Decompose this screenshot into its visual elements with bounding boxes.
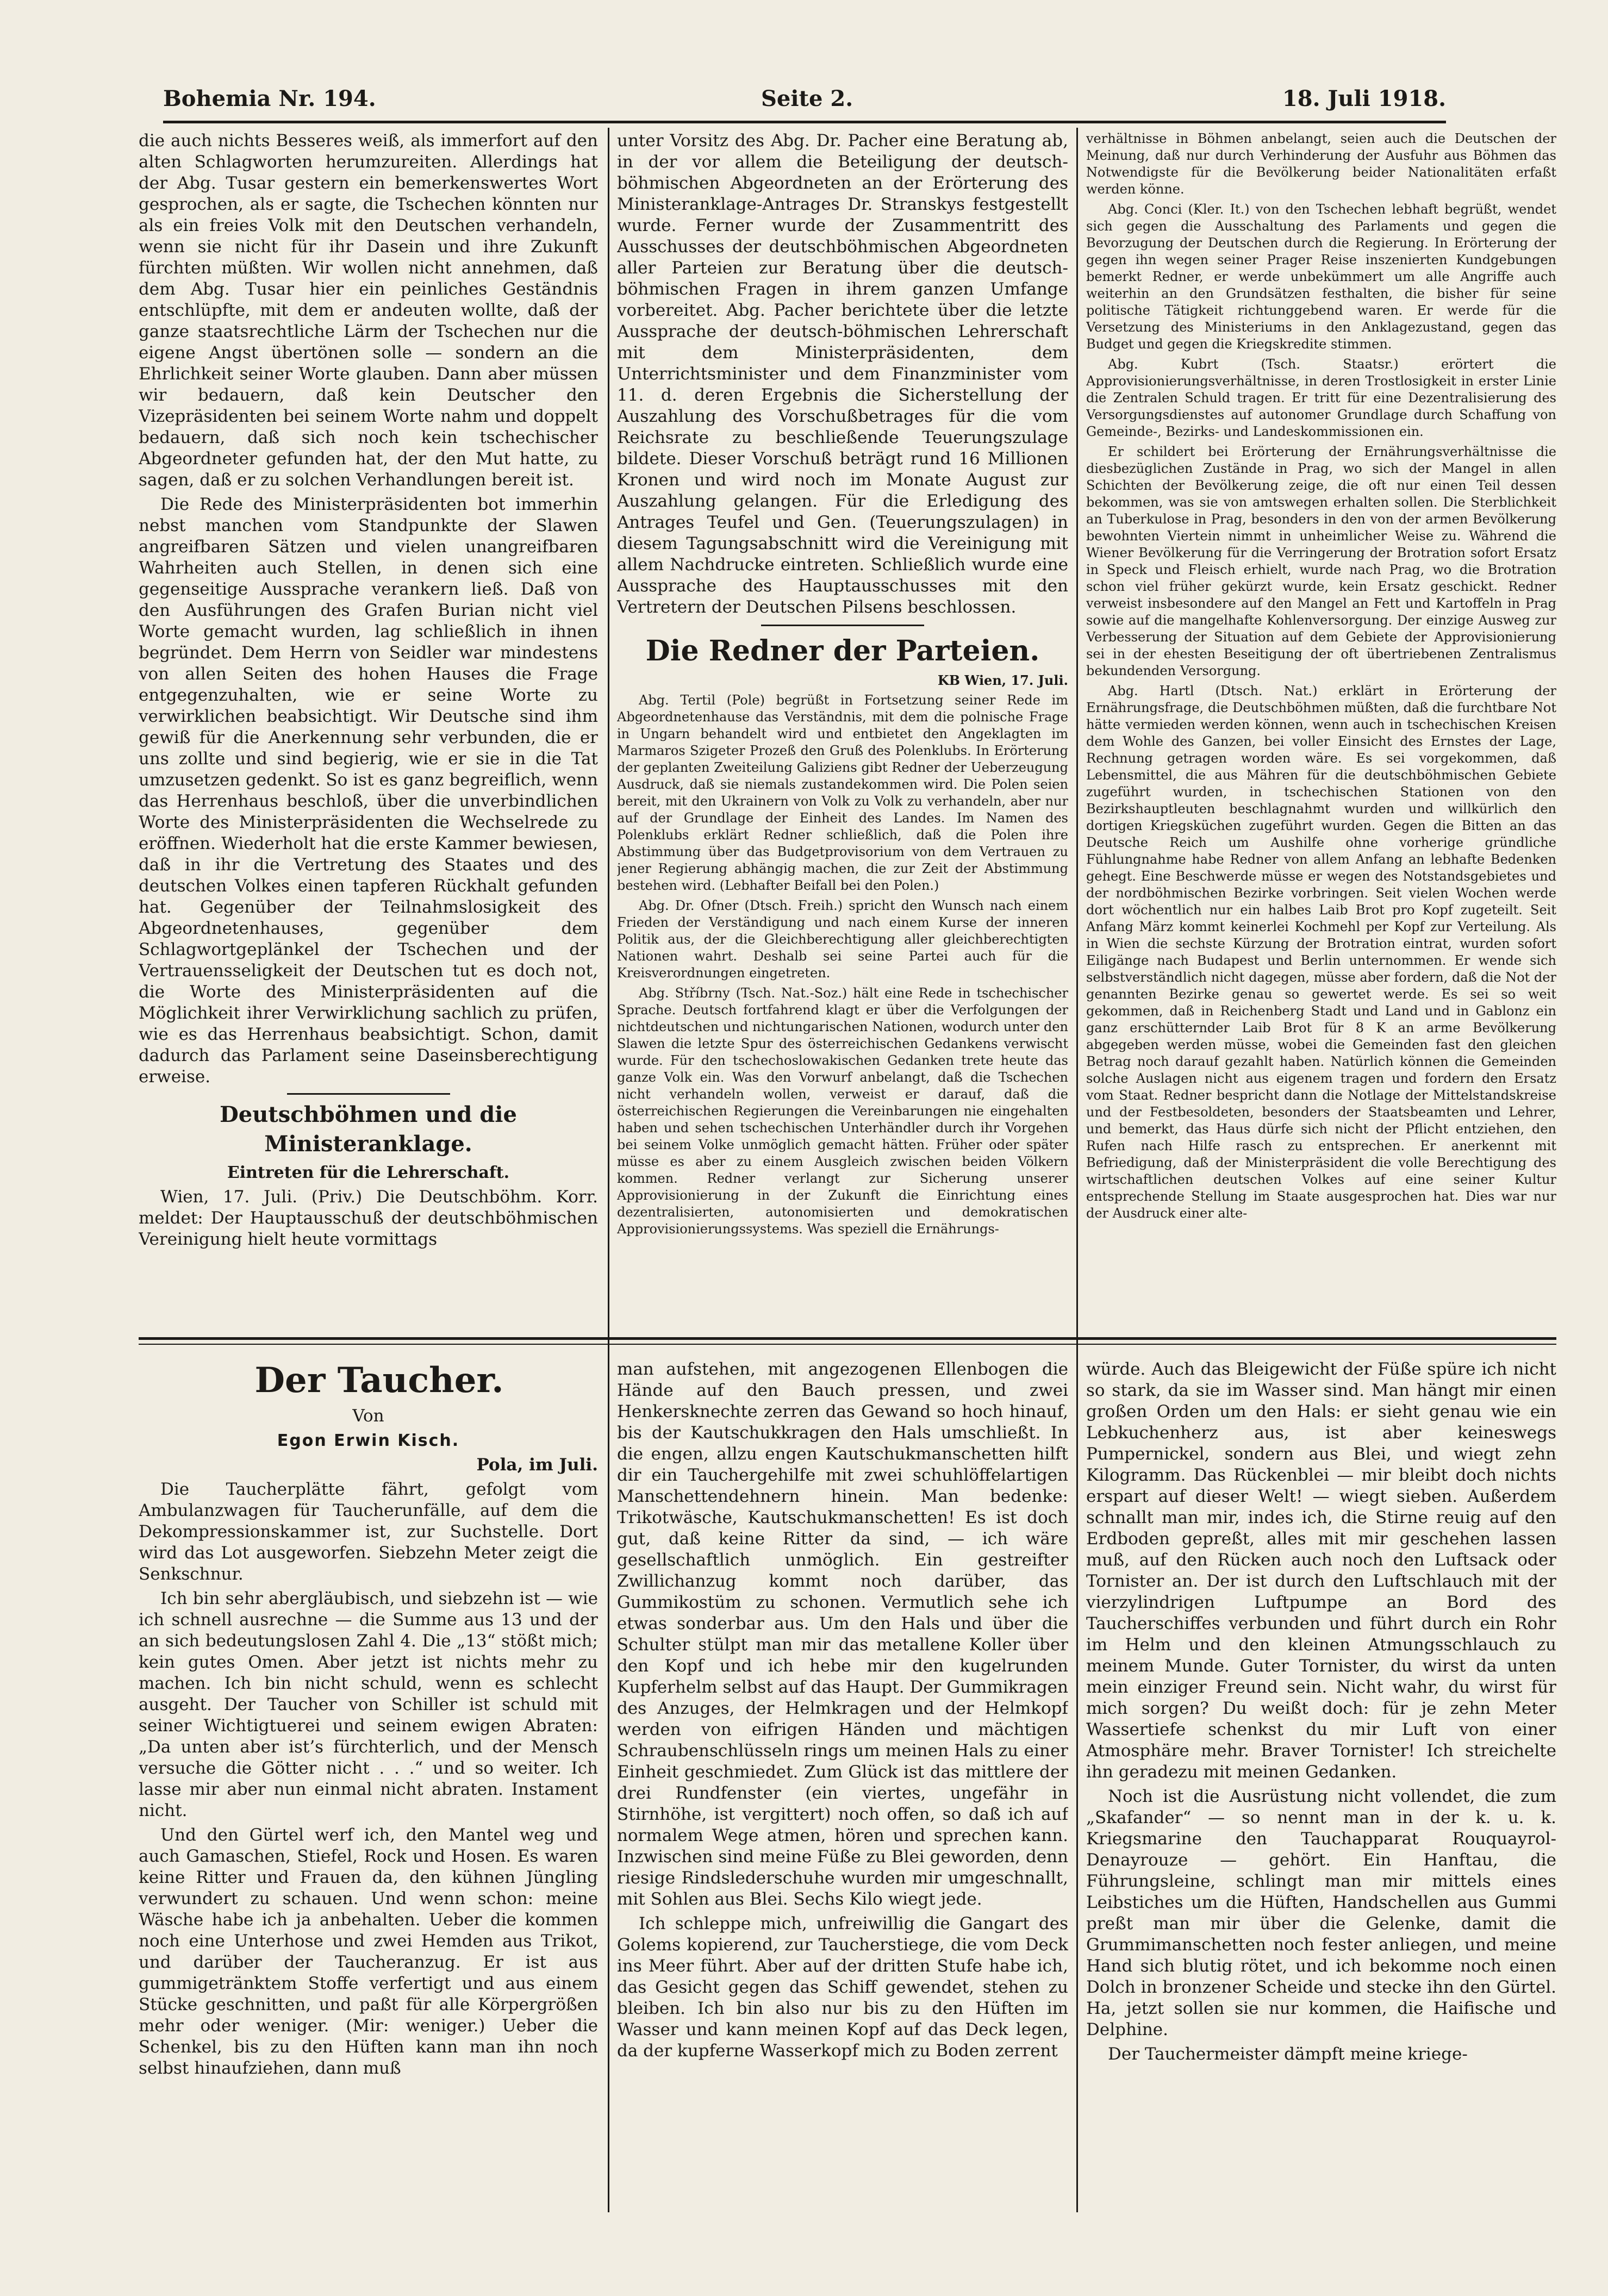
col3-paragraph-kubrt: Abg. Kubrt (Tsch. Staatsr.) erörtert die Approvisionierungsverhältnisse, in deren Trostlosigkeit in erster Linie die Zentralen Schuld tragen. Er tritt für eine Dezentralisierung des Versorgungsdienstes auf autonomer Grundlage durch Schaffung von Gemeinde-, Bezirks- und Landeskommissionen ein. bbox=[1086, 357, 1556, 439]
taucher-col3-paragraph-3: Der Tauchermeister dämpft meine kriege- bbox=[1108, 2044, 1468, 2064]
col1-paragraph-2: Die Rede des Ministerpräsidenten bot immerhin nebst manchen vom Standpunkte der Slawen angreifbaren Sätzen und vielen unangreifbaren Wahrheiten auch Stellen, in denen sich eine gegenseitige Aussprache verankern ließ. Daß von den Ausführungen des Grafen Burian nicht viel Worte gemacht wurden, lag schließlich in ihnen begründet. Dem Herrn von Seidler war mindestens von allen Seiten des hohen Hauses die Frage entgegenzuhalten, wie er seine Worte zu verwirklichen beabsichtigt. Wir Deutsche sind ihm gewiß für die Anerkennung sehr verbunden, die er uns zollte und sind begierig, wie er sie in die Tat umzusetzen gedenkt. So ist es ganz begreiflich, wenn das Herrenhaus beschloß, über die unverbindlichen Worte des Ministerpräsidenten die Wechselrede zu eröffnen. Wiederholt hat die erste Kammer bewiesen, daß in ihr die Vertretung des Staates und des deutschen Volkes einen tapferen Rückhalt gefunden hat. Gegenüber der Teilnahmslosigkeit des Abgeordnetenhauses, gegenüber dem Schlagwortgeplänkel der Tschechen und der Vertrauensseligkeit der Deutschen tut es doch not, die Worte des Ministerpräsidenten auf die Möglichkeit ihrer Verwirklichung sachlich zu prüfen, wie es das Herrenhaus beabsichtigt. Schon, damit dadurch das Parlament seine Daseinsberechtigung erweise. bbox=[139, 495, 598, 1087]
col2-paragraph-tertil: Abg. Tertil (Pole) begrüßt in Fortsetzung seiner Rede im Abgeordnetenhause das Verständnis, mit dem die polnische Frage in Ungarn behandelt wird und entbietet den Angeklagten im Marmaros Szigeter Prozeß den Gruß des Polenklubs. In Erörterung der geplanten Zweiteilung Galiziens gibt Redner der Ueberzeugung Ausdruck, daß sie niemals zustandekommen wird. Die Polen seien bereit, mit den Ukrainern von Volk zu Volk zu verhandeln, aber nur auf der Grundlage der Einheit des Landes. Im Namen des Polenklubs erklärt Redner schließlich, daß die Polen ihre Abstimmung über das Budgetprovisorium von dem Vertrauen zu jener Regierung abhängig machen, die zur Zeit der Abstimmung bestehen wird. (Lebhafter Beifall bei den Polen.) bbox=[617, 692, 1068, 893]
col2-paragraph-1: unter Vorsitz des Abg. Dr. Pacher eine Beratung ab, in der vor allem die Beteiligung der deutsch-böhmischen Abgeordneten an der Erörterung des Ministeranklage-Antrages Dr. Stranskys festgestellt wurde. Ferner wurde der Zusammentritt des Ausschusses der deutschböhmischen Abgeordneten aller Parteien zur Beratung über die deutsch-böhmischen Fragen in ihrem ganzen Umfange vorbereitet. Abg. Pacher berichtete über die letzte Aussprache der deutsch-böhmischen Lehrerschaft mit dem Ministerpräsidenten, dem Unterrichtsminister und dem Finanzminister vom 11. d. deren Ergebnis die Sicherstellung der Auszahlung des Vorschußbetrages für die vom Reichsrate zu beschließende Teuerungszulage bildete. Dieser Vorschuß beträgt rund 16 Millionen Kronen und wird noch im Monate August zur Auszahlung gelangen. Für die Erledigung des Antrages Teufel und Gen. (Teuerungszulagen) in diesem Tagungsabschnitt wird die Vereinigung mit allem Nachdrucke eintreten. Schließlich wurde eine Aussprache des Hauptausschusses mit den Vertretern der Deutschen Pilsens beschlossen. bbox=[617, 131, 1068, 617]
col2-paragraph-stribrny: Abg. Stříbrny (Tsch. Nat.-Soz.) hält eine Rede in tschechischer Sprache. Deutsch fortfahrend klagt er über die Verfolgungen der nichtdeutschen und nichtungarischen Nationen, wodurch unter den Slawen die letzte Spur des österreichischen Gedankens verwischt wurde. Für den tschechoslowakischen Gedanken trete heute das ganze Volk ein. Was den Vorwurf anbelangt, daß die Tschechen nicht verhandeln wollen, verweist er darauf, daß die österreichischen Regierungen die Vereinbarungen nie eingehalten haben und sehen tschechischen Unterhändler durch ihr Vorgehen bei seinem Volke unmöglich gemacht hätten. Früher oder später müsse es aber zu einem Ausgleich zwischen beiden Völkern kommen. Redner verlangt zur Sicherung unserer Approvisionierung in der Zukunft die Einrichtung eines dezentralisierten, autonomisierten und demokratischen Approvisionierungssystems. Was speziell die Ernährungs- bbox=[617, 985, 1068, 1237]
column-divider-2 bbox=[1076, 128, 1078, 1351]
col1-paragraph-3: Wien, 17. Juli. (Priv.) Die Deutschböhm. Korr. meldet: Der Hauptausschuß der deutschböhmischen Vereinigung hielt heute vormittags bbox=[139, 1187, 598, 1249]
header-rule bbox=[163, 121, 1446, 123]
col2-section-rule bbox=[761, 625, 924, 626]
subhead-lehrerschaft: Eintreten für die Lehrerschaft. bbox=[227, 1163, 510, 1182]
column-3 bbox=[1086, 130, 1556, 1315]
col2-dateline: KB Wien, 17. Juli. bbox=[937, 672, 1068, 688]
column-divider-1 bbox=[608, 128, 609, 1351]
col1-paragraph-1: die auch nichts Besseres weiß, als immerfort auf den alten Schlagworten herumzureiten. Allerdings hat der Abg. Tusar gestern ein bemerkenswertes Wort gesprochen, als er sagte, die Tschechen könnten nur als ein freies Volk mit den Deutschen verhandeln, wenn sie nicht für ihr Dasein und ihre Zukunft fürchten müßten. Wir wollen nicht annehmen, daß dem Abg. Tusar hier ein peinliches Geständnis entschlüpfte, mit dem er andeuten wollte, daß der ganze staatsrechtliche Lärm der Tschechen nur die eigene Angst übertönen solle — sondern an die Ehrlichkeit seiner Worte glauben. Dann aber müssen wir bedauern, daß kein Deutscher den Vizepräsidenten bei seinem Worte nahm und doppelt bedauern, daß sich noch kein tschechischer Abgeordneter gefunden hat, der den Mut hatte, zu sagen, daß er zu solchen Verhandlungen bereit ist. bbox=[139, 131, 598, 490]
taucher-col2-paragraph-2: Ich schleppe mich, unfreiwillig die Gangart des Golems kopierend, zur Taucherstiege, die vom Deck ins Meer führt. Aber auf der dritten Stufe habe ich, das Gesicht gegen das Schiff gewendet, stehen zu bleiben. Ich bin also nur bis zu den Hüften im Wasser und kann meinen Kopf auf das Deck legen, da der kupferne Wasserkopf mich zu Boden zerrent bbox=[617, 1914, 1068, 2061]
taucher-by: Von bbox=[352, 1406, 384, 1426]
feuilleton-rule-top bbox=[139, 1337, 1556, 1340]
taucher-title: Der Taucher. bbox=[254, 1360, 504, 1401]
header-issue: Bohemia Nr. 194. bbox=[163, 86, 376, 111]
col3-paragraph-ernaehrung: Er schildert bei Erörterung der Ernährungsverhältnisse die diesbezüglichen Zustände in Prag, wo sich der Mangel in allen Schichten der Bevölkerung zeige, die oft nur einen Teil dessen bekommen, was sie von amtswegen erhalten sollen. Die Sterblichkeit an Tuberkulose in Prag, besonders in den von der armen Bevölkerung bewohnten Viertein nimmt in unheimlicher Weise zu. Während die Wiener Bevölkerung für die Verringerung der Brotration sofort Ersatz in Speck und Fleisch erhielt, wurde nach Prag, wo die Brotration schon viel früher gekürzt wurde, kein Ersatz geschickt. Redner verweist insbesondere auf den Mangel an Fett und Kartoffeln in Prag sowie auf die mangelhafte Kohlenversorgung. Der einzige Ausweg zur Verbesserung der Situation auf dem Gebiete der Approvisionierung sei in der ehesten Beseitigung der oft übertriebenen Zentralismus bekundenden Versorgung. bbox=[1086, 444, 1556, 678]
col3-paragraph-hartl: Abg. Hartl (Dtsch. Nat.) erklärt in Erörterung der Ernährungsfrage, die Deutschböhmen müßten, daß die furchtbare Not hätte vermieden werden können, wenn auch in tschechischen Kreisen dem Wohle des Ganzen, bei voller Einsicht des Ernstes der Lage, Rechnung getragen worden wäre. Es sei vorgekommen, daß Lebensmittel, die aus Mähren für die deutschböhmischen Gebiete zugeführt wurden, in tschechischen Stationen von den Bezirkshauptleuten beschlagnahmt wurden und willkürlich den dortigen Kriegsküchen zugeführt wurden. Gegen die Bitten an das Deutsche Reich um Aushilfe ohne vorherige gründliche Fühlungnahme habe Redner von allem Anfang an lebhafte Bedenken gehegt. Eine Beschwerde müsse er wegen des Notstandsgebietes und der nordböhmischen Bezirke vorbringen. Seit vielen Wochen werde dort wöchentlich nur ein halbes Laib Brot pro Kopf zugeteilt. Seit Anfang März kommt keinerlei Kochmehl per Kopf zur Verteilung. Als in Wien die sechste Kürzung der Brotration eintrat, wurden sofort Eiligänge nach Budapest und Berlin unternommen. Er wende sich selbstverständlich nicht dagegen, müsse aber fordern, daß die Not der genannten Bezirke genau so gewertet werde. Es sei so weit gekommen, daß in Reichenberg Stadt und Land und in Gablonz ein ganz erschütternder Laib Brot für 8 K an arme Bevölkerung abgegeben werden müsse, wobei die Gemeinden fast den gleichen Betrag noch darauf gezahlt haben. Natürlich können die Gemeinden solche Auslagen nicht aus eigenem tragen und fordern den Ersatz vom Staat. Redner bespricht dann die Notlage der Mittelstandskreise und der Festbesoldeten, besonders der Staatsbeamten und Lehrer, und bemerkt, das Haus dürfe sich nicht der Pflicht entziehen, den Rufen nach Hilfe rasch zu entsprechen. Er anerkennt mit Befriedigung, daß der Ministerpräsident die volle Berechtigung des wirtschaftlichen deutschen Volkes auf eine seiner Kultur entsprechende Stellung im Staate ausgesprochen hat. Dies war nur der Ausdruck einer alte- bbox=[1086, 683, 1556, 1221]
col3-paragraph-1: verhältnisse in Böhmen anbelangt, seien auch die Deutschen der Meinung, daß nur durch Verhinderung der Ausfuhr aus Böhmen das Notwendigste für die Bevölkerung beider Nationalitäten erfaßt werden könne. bbox=[1086, 131, 1556, 197]
taucher-col1-paragraph-2: Ich bin sehr abergläubisch, und siebzehn ist — wie ich schnell ausrechne — die Summe aus 13 und der an sich bedeutungslosen Zahl 4. Die „13“ stößt mich; kein gutes Omen. Aber jetzt ist nichts mehr zu machen. Ich bin nicht schuld, wenn es schlecht ausgeht. Der Taucher von Schiller ist schuld mit seiner Wichtigtuerei und seinem ewigen Abraten: „Da unten aber ist’s fürchterlich, und der Mensch versuche die Götter nicht . . .“ und so weiter. Ich lasse mir aber nun einmal nicht abraten. Instament nicht. bbox=[139, 1589, 598, 1820]
column-1 bbox=[139, 130, 598, 1315]
taucher-column-1 bbox=[139, 1359, 598, 2218]
column-2 bbox=[617, 130, 1068, 1315]
page-header bbox=[163, 82, 1446, 120]
taucher-col1-paragraph-3: Und den Gürtel werf ich, den Mantel weg und auch Gamaschen, Stiefel, Rock und Hosen. Es waren keine Ritter und Frauen da, den kühnen Jüngling verwundert zu schauen. Und wenn schon: meine Wäsche habe ich ja anbehalten. Ueber die kommen noch eine Unterhose und zwei Hemden aus Trikot, und darüber der Taucheranzug. Er ist aus gummigetränktem Stoffe verfertigt und aus einem Stücke geschnitten, und paßt für alle Körpergrößen mehr oder weniger. (Mir: weniger.) Ueber die Schenkel, bis zu den Hüften kann man ihn noch selbst hinaufziehen, dann muß bbox=[139, 1825, 598, 2078]
feuilleton-rule-bottom bbox=[139, 1344, 1556, 1345]
taucher-col2-paragraph-1: man aufstehen, mit angezogenen Ellenbogen die Hände auf den Bauch pressen, und zwei Henkersknechte zerren das Gewand so hoch hinauf, bis der Kautschukkragen den Hals umschließt. In die engen, allzu engen Kautschukmanschetten hilft dir ein Tauchergehilfe mit zwei schuhlöffelartigen Manschettendehnern hinein. Man bedenke: Trikotwäsche, Kautschukmanschetten! Es ist doch gut, daß keine Ritter da sind, — ich wäre gesellschaftlich unmöglich. Ein gestreifter Zwillichanzug kommt noch darüber, das Gummikostüm zu schonen. Vermutlich sehe ich etwas sonderbar aus. Um den Hals und über die Schulter stülpt man mir das metallene Koller über den Kopf und ich hebe mir den kugelrunden Kupferhelm selbst auf das Haupt. Der Gummikragen des Anzuges, der Helmkragen und der Helmkopf werden von eifrigen Händen und mächtigen Schraubenschlüsseln rings um meinen Hals zu einer Einheit geschmiedet. Zum Glück ist das mittlere der drei Rundfenster (ein viertes, ungefähr in Stirnhöhe, ist vergittert) noch offen, so daß ich auf normalem Wege atmen, hören und sprechen kann. Inzwischen sind meine Füße zu Blei geworden, denn riesige Rindslederschuhe wurden mir umgeschnallt, mit Sohlen aus Blei. Sechs Kilo wiegt jede. bbox=[617, 1359, 1068, 1909]
col2-paragraph-ofner: Abg. Dr. Ofner (Dtsch. Freih.) spricht den Wunsch nach einem Frieden der Verständigung und nach einem Kurse der inneren Politik aus, der die Gleichberechtigung aller gleichberechtigten Nationen wahrt. Deshalb sei seine Partei auch für die Kreisverordnungen eingetreten. bbox=[617, 898, 1068, 981]
taucher-dateline: Pola, im Juli. bbox=[476, 1455, 598, 1475]
taucher-column-3 bbox=[1086, 1359, 1556, 2218]
taucher-col3-paragraph-1: würde. Auch das Bleigewicht der Füße spüre ich nicht so stark, da sie im Wasser sind. Man hängt mir einen großen Orden um den Hals: er sieht genau wie ein Lebkuchenherz aus, ist aber keineswegs Pumpernickel, sondern aus Blei, und wiegt zehn Kilogramm. Das Rückenblei — mir bleibt doch nichts erspart auf dieser Welt! — wiegt sieben. Außerdem schnallt man mir, indes ich, die Stirne reuig auf den Erdboden gepreßt, alles mit mir geschehen lassen muß, auf den Rücken auch noch den Luftsack oder Tornister an. Der ist durch den Luftschlauch mit der vierzylindrigen Luftpumpe an Bord des Taucherschiffes verbunden und führt durch ein Rohr im Helm und den kleinen Atmungsschlauch zu meinem Munde. Guter Tornister, du wirst da unten mein einziger Freund sein. Nicht wahr, du wirst für mich sorgen? Du weißt doch: für je zehn Meter Wassertiefe schenkst du mir Luft von einer Atmosphäre mehr. Braver Tornister! Ich streichelte ihn geradezu mit meinen Gedanken. bbox=[1086, 1359, 1556, 1782]
column-divider-4 bbox=[1076, 1348, 1078, 2212]
taucher-col1-paragraph-1: Die Taucherplätte fährt, gefolgt vom Ambulanzwagen für Taucherunfälle, auf dem die Dekompressionskammer ist, zur Suchstelle. Dort wird das Lot ausgeworfen. Siebzehn Meter zeigt die Senkschnur. bbox=[139, 1480, 598, 1584]
header-page-number: Seite 2. bbox=[761, 86, 853, 111]
header-date: 18. Juli 1918. bbox=[1282, 86, 1446, 111]
taucher-author: Egon Erwin Kisch. bbox=[277, 1431, 460, 1450]
col3-paragraph-conci: Abg. Conci (Kler. It.) von den Tschechen lebhaft begrüßt, wendet sich gegen die Ausschaltung des Parlaments und gegen die Bevorzugung der Deutschen durch die Regierung. In Erörterung der gegen ihn wegen seiner Prager Reise inszenierten Kundgebungen bemerkt Redner, er werde unbekümmert um alle Angriffe auch weiterhin an den Grundsätzen festhalten, die bisher für seine politische Tätigkeit richtunggebend waren. Er werde für die Versetzung des Ministeriums in den Anklagezustand, gegen das Budget und gegen die Kriegskredite stimmen. bbox=[1086, 202, 1556, 352]
col1-section-rule bbox=[287, 1093, 450, 1095]
column-divider-3 bbox=[608, 1348, 609, 2212]
taucher-column-2 bbox=[617, 1359, 1068, 2218]
headline-deutschboehmen: Deutschböhmen und die Ministeranklage. bbox=[220, 1102, 517, 1157]
taucher-col3-paragraph-2: Noch ist die Ausrüstung nicht vollendet, die zum „Skafander“ — so nennt man in der k. u. k. Kriegsmarine den Tauchapparat Rouquayrol-Denayrouze — gehört. Ein Hanftau, die Führungsleine, schlingt man mir mittels eines Leibstiches um die Hüften, Handschellen aus Gummi preßt man mir über die Gelenke, damit die Grummimanschetten noch fester anliegen, und meine Hand sich blutig rötet, und ich bekomme noch einen Dolch in bronzener Scheide und stecke ihn den Gürtel. Ha, jetzt sollen sie nur kommen, die Haifische und Delphine. bbox=[1086, 1787, 1556, 2039]
headline-redner-der-parteien: Die Redner der Parteien. bbox=[645, 634, 1040, 667]
